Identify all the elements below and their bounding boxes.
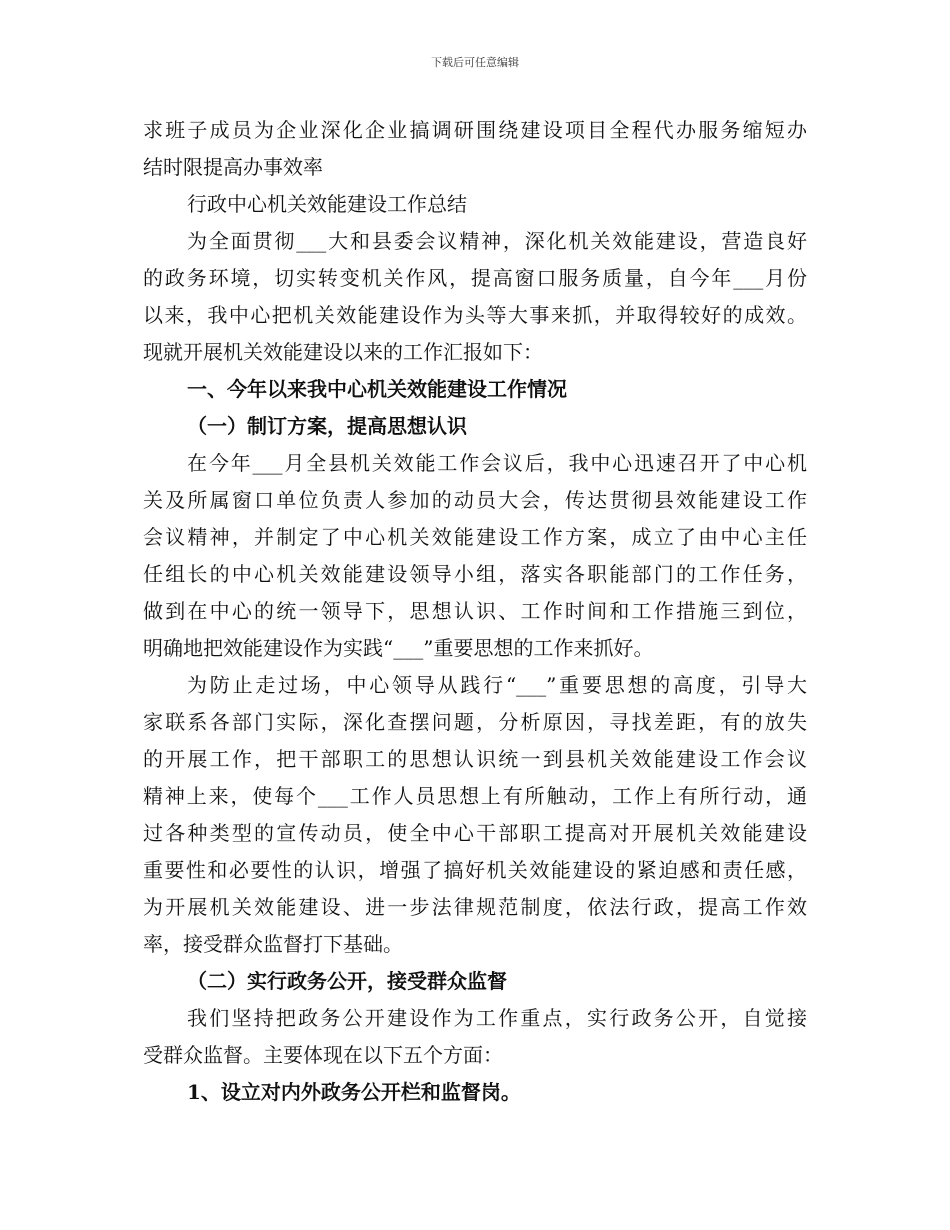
text-line: 家联系各部门实际，深化查摆问题，分析原因，寻找差距，有的放失 xyxy=(143,710,807,734)
text-line: 行政中心机关效能建设工作总结 xyxy=(187,192,467,216)
text-line: 为防止走过场，中心领导从践行“___”重要思想的高度，引导大 xyxy=(187,673,807,697)
text-line: 做到在中心的统一领导下，思想认识、工作时间和工作措施三到位， xyxy=(143,599,807,623)
section-heading: 1、设立对内外政务公开栏和监督岗。 xyxy=(187,1080,521,1104)
text-line: 的政务环境，切实转变机关作风，提高窗口服务质量，自今年___月份 xyxy=(143,266,807,290)
text-line: 关及所属窗口单位负责人参加的动员大会，传达贯彻县效能建设工作 xyxy=(143,488,807,512)
page-header: 下载后可任意编辑 xyxy=(431,56,519,69)
text-line: 的开展工作，把干部职工的思想认识统一到县机关效能建设工作会议 xyxy=(143,747,807,771)
text-line: 以来，我中心把机关效能建设作为头等大事来抓，并取得较好的成效。 xyxy=(143,303,807,327)
text-line: 现就开展机关效能建设以来的工作汇报如下： xyxy=(143,340,543,364)
text-line: 任组长的中心机关效能建设领导小组，落实各职能部门的工作任务， xyxy=(143,562,807,586)
text-line: 在今年___月全县机关效能工作会议后，我中心迅速召开了中心机 xyxy=(187,451,807,475)
text-line: 受群众监督。主要体现在以下五个方面： xyxy=(143,1043,503,1067)
text-line: 重要性和必要性的认识，增强了搞好机关效能建设的紧迫感和责任感， xyxy=(143,858,807,882)
text-line: 过各种类型的宣传动员，使全中心干部职工提高对开展机关效能建设 xyxy=(143,821,807,845)
document-body xyxy=(143,112,807,1111)
text-line: 率，接受群众监督打下基础。 xyxy=(143,932,403,956)
text-line: 结时限提高办事效率 xyxy=(143,155,323,179)
text-line: 明确地把效能建设作为实践“___”重要思想的工作来抓好。 xyxy=(143,636,654,660)
text-line: 为开展机关效能建设、进一步法律规范制度，依法行政，提高工作效 xyxy=(143,895,807,919)
text-line: 会议精神，并制定了中心机关效能建设工作方案，成立了由中心主任 xyxy=(143,525,807,549)
section-heading: 一、今年以来我中心机关效能建设工作情况 xyxy=(187,377,567,401)
section-heading: （二）实行政务公开，接受群众监督 xyxy=(187,969,507,993)
text-line: 精神上来，使每个___工作人员思想上有所触动，工作上有所行动，通 xyxy=(143,784,807,808)
section-heading: （一）制订方案，提高思想认识 xyxy=(187,414,467,438)
text-line: 我们坚持把政务公开建设作为工作重点，实行政务公开，自觉接 xyxy=(187,1006,807,1030)
text-line: 为全面贯彻___大和县委会议精神，深化机关效能建设，营造良好 xyxy=(187,229,807,253)
text-line: 求班子成员为企业深化企业搞调研围绕建设项目全程代办服务缩短办 xyxy=(143,118,807,142)
